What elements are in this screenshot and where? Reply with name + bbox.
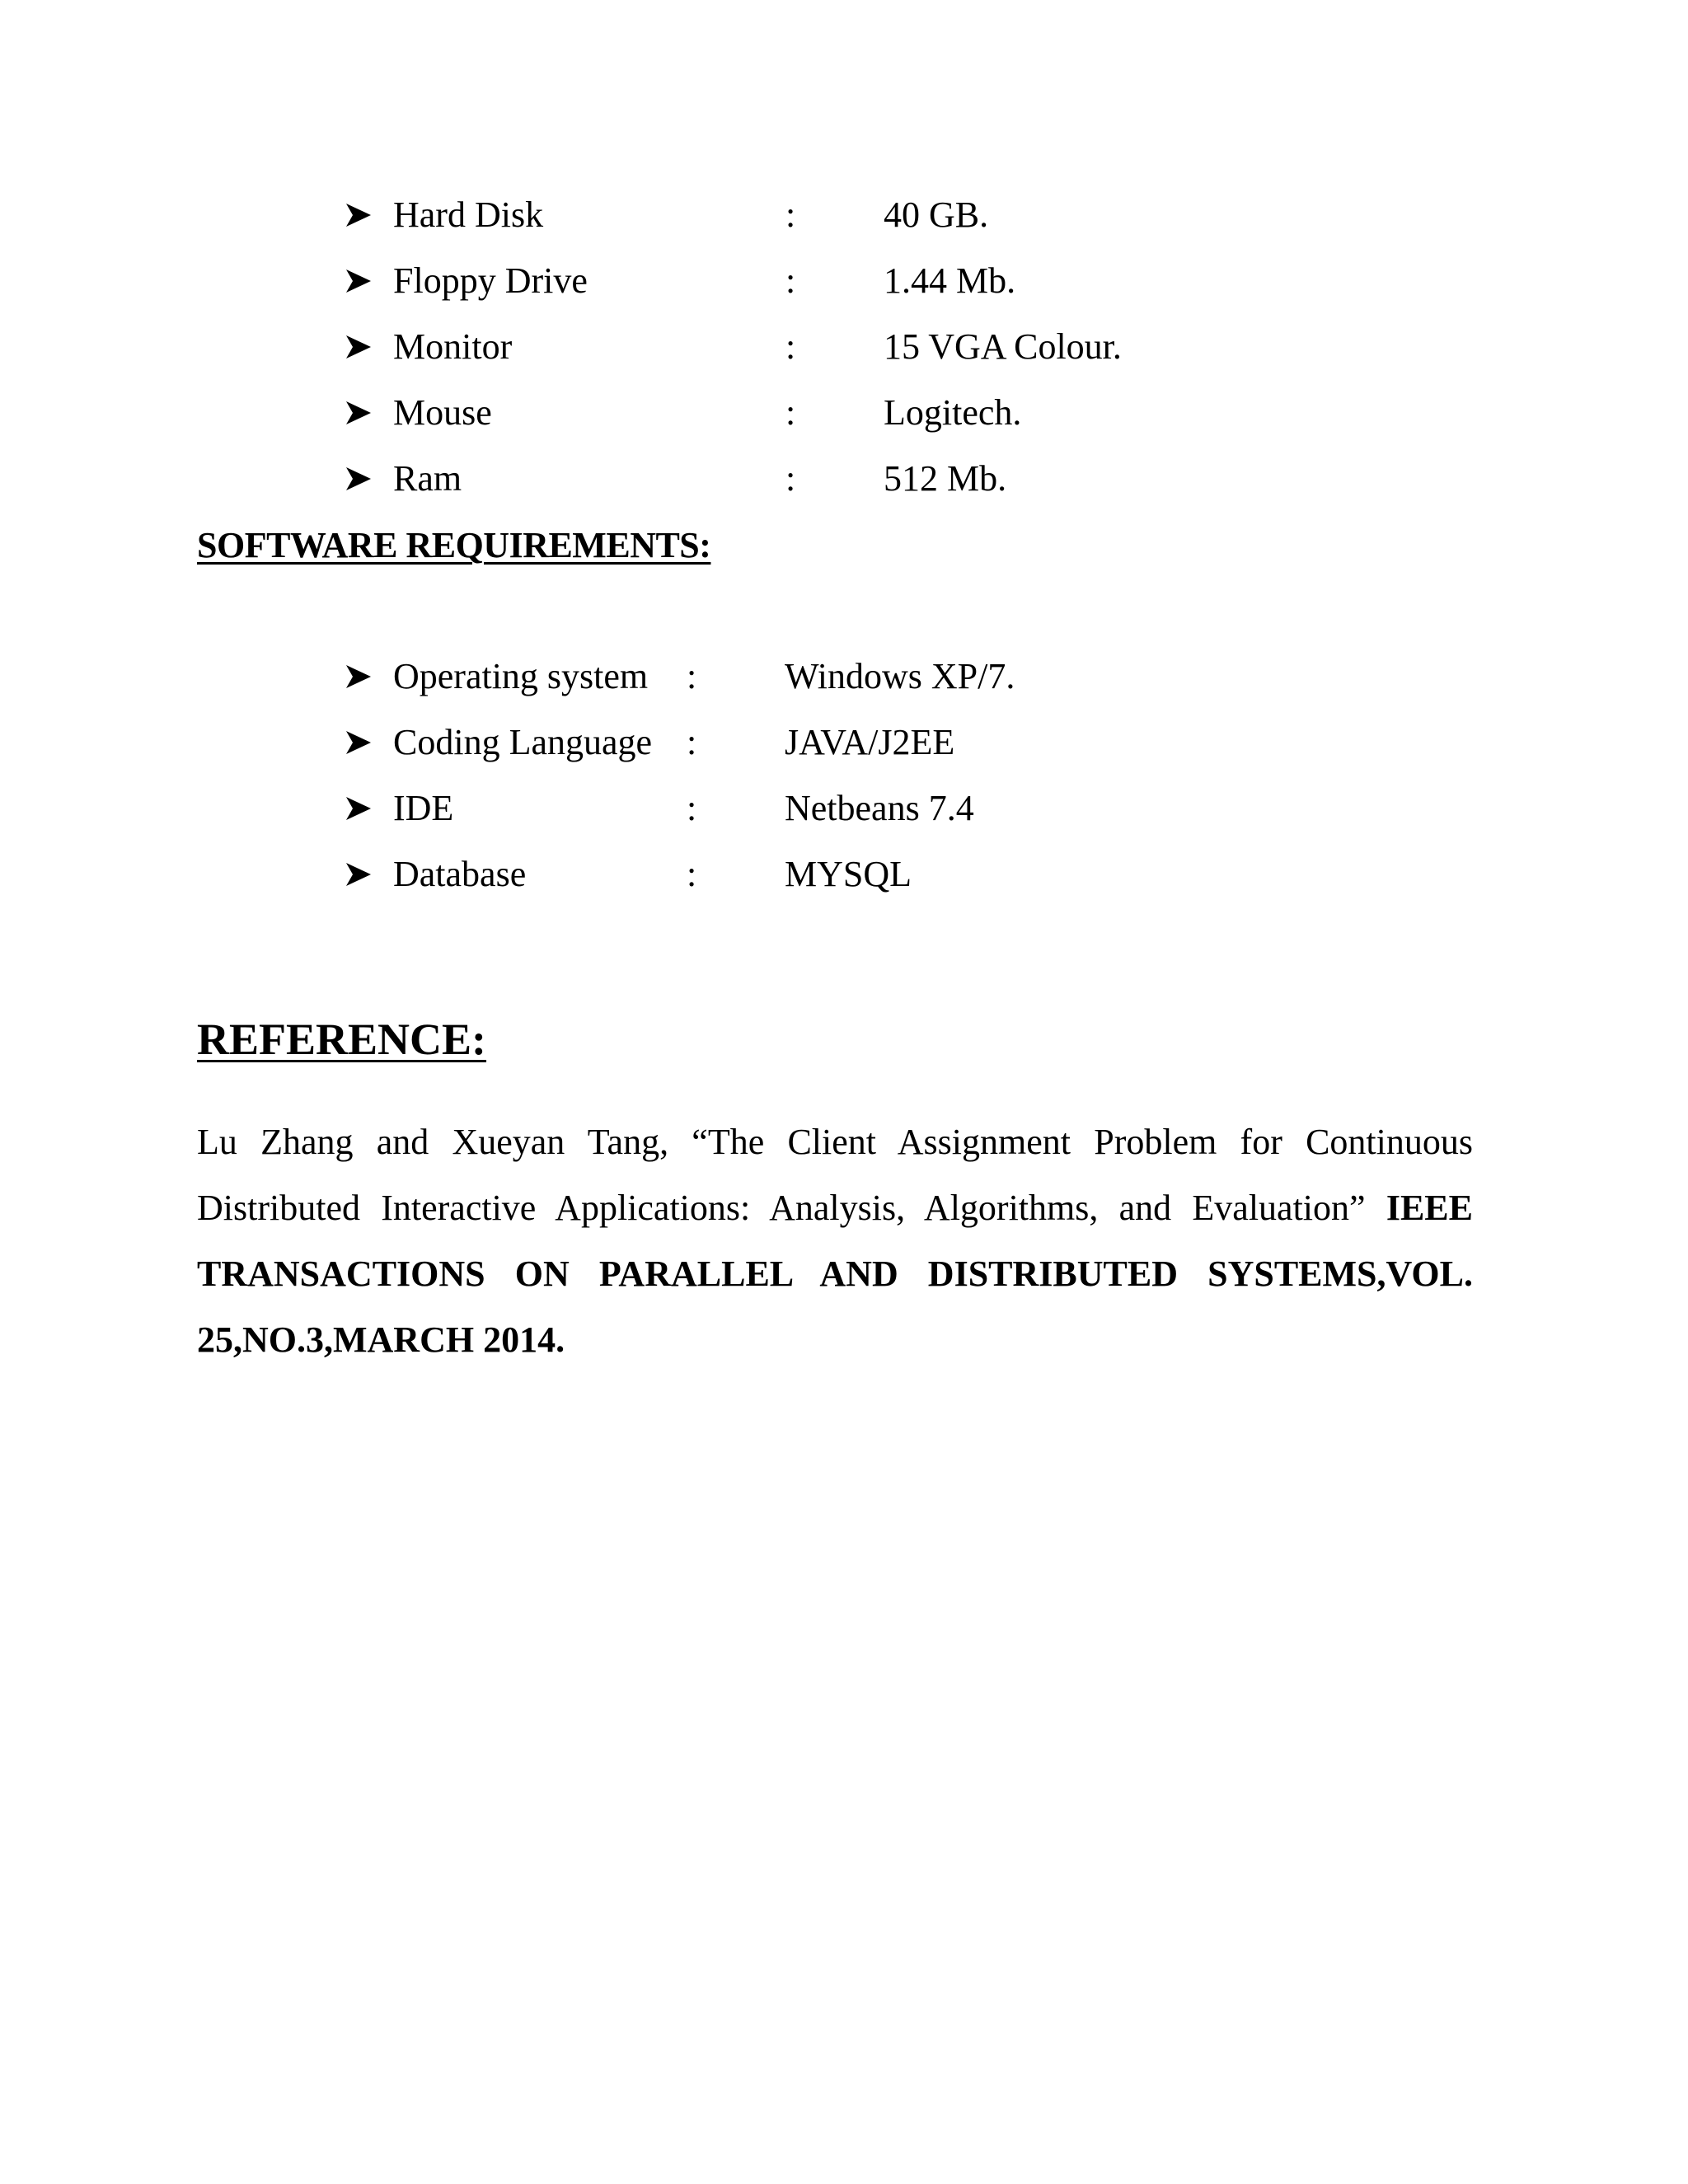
item-label: Hard Disk — [393, 194, 544, 235]
reference-text: Lu Zhang and Xueyan Tang, “The Client Assignment Problem for Continuous Distributed Interactive Applications: Analysis, Algorithms, and Evaluation” — [197, 1122, 1473, 1228]
arrow-bullet-icon — [345, 652, 377, 701]
list-item — [0, 190, 1688, 240]
list-item — [0, 256, 1688, 306]
item-colon: : — [785, 392, 796, 433]
item-value: 512 Mb. — [884, 458, 1007, 499]
arrow-bullet-icon — [345, 784, 377, 833]
item-value: 15 VGA Colour. — [884, 326, 1122, 367]
item-value: Windows XP/7. — [785, 656, 1015, 696]
item-label: Database — [393, 854, 527, 894]
item-value: 40 GB. — [884, 194, 989, 235]
item-colon: : — [785, 260, 796, 301]
item-label: Operating system — [393, 656, 649, 696]
arrow-bullet-icon — [345, 256, 377, 306]
arrow-bullet-icon — [345, 190, 377, 240]
list-item — [0, 454, 1688, 504]
item-colon: : — [687, 788, 697, 828]
item-colon: : — [785, 194, 796, 235]
arrow-bullet-icon — [345, 718, 377, 767]
item-value: Netbeans 7.4 — [785, 788, 974, 828]
arrow-bullet-icon — [345, 850, 377, 899]
list-item — [0, 388, 1688, 438]
list-item — [0, 850, 1688, 899]
list-item — [0, 322, 1688, 372]
list-item — [0, 652, 1688, 701]
item-value: Logitech. — [884, 392, 1022, 433]
item-label: Mouse — [393, 392, 492, 433]
item-colon: : — [785, 458, 796, 499]
item-value: JAVA/J2EE — [785, 722, 955, 762]
item-colon: : — [687, 854, 697, 894]
arrow-bullet-icon — [345, 322, 377, 372]
item-label: Floppy Drive — [393, 260, 588, 301]
item-label: Ram — [393, 458, 462, 499]
arrow-bullet-icon — [345, 454, 377, 504]
item-label: Monitor — [393, 326, 513, 367]
arrow-bullet-icon — [345, 388, 377, 438]
software-requirements-heading: SOFTWARE REQUIREMENTS: — [197, 525, 711, 565]
list-item — [0, 784, 1688, 833]
reference-paragraph — [197, 1109, 1473, 1373]
reference-heading: REFERENCE: — [197, 1015, 487, 1064]
reference-journal: IEEE TRANSACTIONS ON PARALLEL AND DISTRIBUTED SYSTEMS,VOL. 25,NO.3,MARCH 2014. — [197, 1188, 1473, 1360]
item-colon: : — [785, 326, 796, 367]
item-label: IDE — [393, 788, 454, 828]
item-value: 1.44 Mb. — [884, 260, 1016, 301]
item-label: Coding Language — [393, 722, 653, 762]
item-colon: : — [687, 656, 697, 696]
list-item — [0, 718, 1688, 767]
item-colon: : — [687, 722, 697, 762]
item-value: MYSQL — [785, 854, 912, 894]
